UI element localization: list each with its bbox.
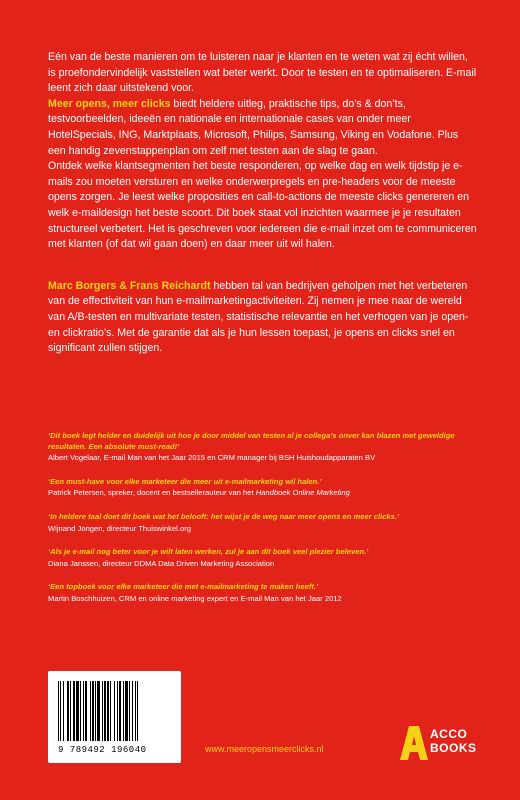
publisher-a-icon: [400, 726, 428, 760]
endorsement-author: Martin Boschhuizen, CRM en online marketing expert en E-mail Man van het Jaar 2012: [48, 593, 342, 603]
author-names: Marc Borgers & Frans Reichardt: [48, 279, 211, 292]
endorsement-author: Albert Vogelaar, E-mail Man van het Jaar 2015 en CRM manager bij BSH Huishoudapparaten BV: [48, 453, 376, 463]
isbn-number: 9 789492 196040: [58, 745, 147, 755]
endorsement: [48, 431, 488, 464]
endorsement-author: Diana Janssen, directeur DDMA Data Driven Marketing Association: [48, 558, 275, 568]
endorsement: [48, 477, 488, 499]
intro-paragraph: Eén van de beste manieren om te luisteren naar je klanten en te weten wat zij écht willen, is proefondervindelijk vaststellen wat beter werkt. Door te testen en te optimaliseren. E-mail leent zich daar uitstekend voor.: [48, 51, 477, 95]
endorsements: [48, 431, 488, 618]
endorsement-author: Patrick Petersen, spreker, docent en bestsellerauteur van het Handboek Online Marketing: [48, 488, 350, 498]
book-title: Meer opens, meer clicks: [48, 97, 171, 110]
endorsement: [48, 512, 488, 534]
authors-text: hebben tal van bedrijven geholpen met het verbeteren van de effectiviteit van hun e-mailmarketingactiviteiten. Zij nemen je mee naar de wereld van A/B-testen en multivariate testen, statistische relevantie en het verhogen van je open- en clickratio’s. Met de garantie dat als je hun lessen toepast, je opens en clicks snel en significant zullen stijgen.: [48, 279, 469, 355]
endorsement-quote: ‘In heldere taal doet dit boek wat het belooft: het wijst je de weg naar meer opens en meer clicks.’: [48, 511, 400, 521]
endorsement-quote: ‘Als je e-mail nog beter voor je wilt laten werken, zul je aan dit boek veel plezier beleven.’: [48, 547, 369, 557]
publisher-logo: [400, 722, 508, 762]
endorsement-quote: ‘Dit boek legt helder en duidelijk uit hoe je door middel van testen al je collega’s onver kan blazen met geweldige resultaten. Een absolute must-read!’: [48, 431, 455, 451]
endorsement-quote: ‘Een topboek voor elke marketeer die met e-mailmarketing te maken heeft.’: [48, 582, 319, 592]
publisher-name-line1: ACCO: [430, 727, 468, 741]
barcode-bars: [56, 681, 173, 743]
book-reference: Handboek Online Marketing: [255, 488, 350, 498]
description-text: biedt heldere uitleg, praktische tips, do’s & don’ts, testvoorbeelden, ideeën en nationale en internationale cases van onder meer HotelSpecials, ING, Marktplaats, Microsoft, Philips, Samsung, Viking en Vodafone. Plus een handig zevenstappenplan om zelf met testen aan de slag te gaan.: [48, 97, 459, 157]
publisher-name-line2: BOOKS: [430, 741, 477, 755]
website-link[interactable]: www.meeropensmeerclicks.nl: [205, 744, 324, 754]
barcode: [48, 671, 181, 763]
authors-paragraph: [48, 279, 478, 357]
benefits-paragraph: Ontdek welke klantsegmenten het beste responderen, op welke dag en welk tijdstip je e-mails zou moeten versturen en welke onderwerpregels en pre-headers voor de meeste opens zorgen. Je leest welke proposities en call-to-actions de meeste clicks genereren en welk e-maildesign het beste scoort. Dit boek staat vol inzichten waarmee je je resultaten structureel verbetert. Het is geschreven voor iedereen die e-mail inzet om te communiceren met klanten (of dat wil gaan doen) en daar meer uit wil halen.: [48, 160, 477, 251]
endorsement: [48, 547, 488, 569]
endorsement-author: Wijnand Jongen, directeur Thuiswinkel.org: [48, 523, 191, 533]
endorsement-quote: ‘Een must-have voor elke marketeer die meer uit e-mailmarketing wil halen.’: [48, 476, 322, 486]
description-paragraph: [48, 97, 478, 159]
back-cover-text: [48, 50, 478, 357]
endorsement: [48, 582, 488, 604]
